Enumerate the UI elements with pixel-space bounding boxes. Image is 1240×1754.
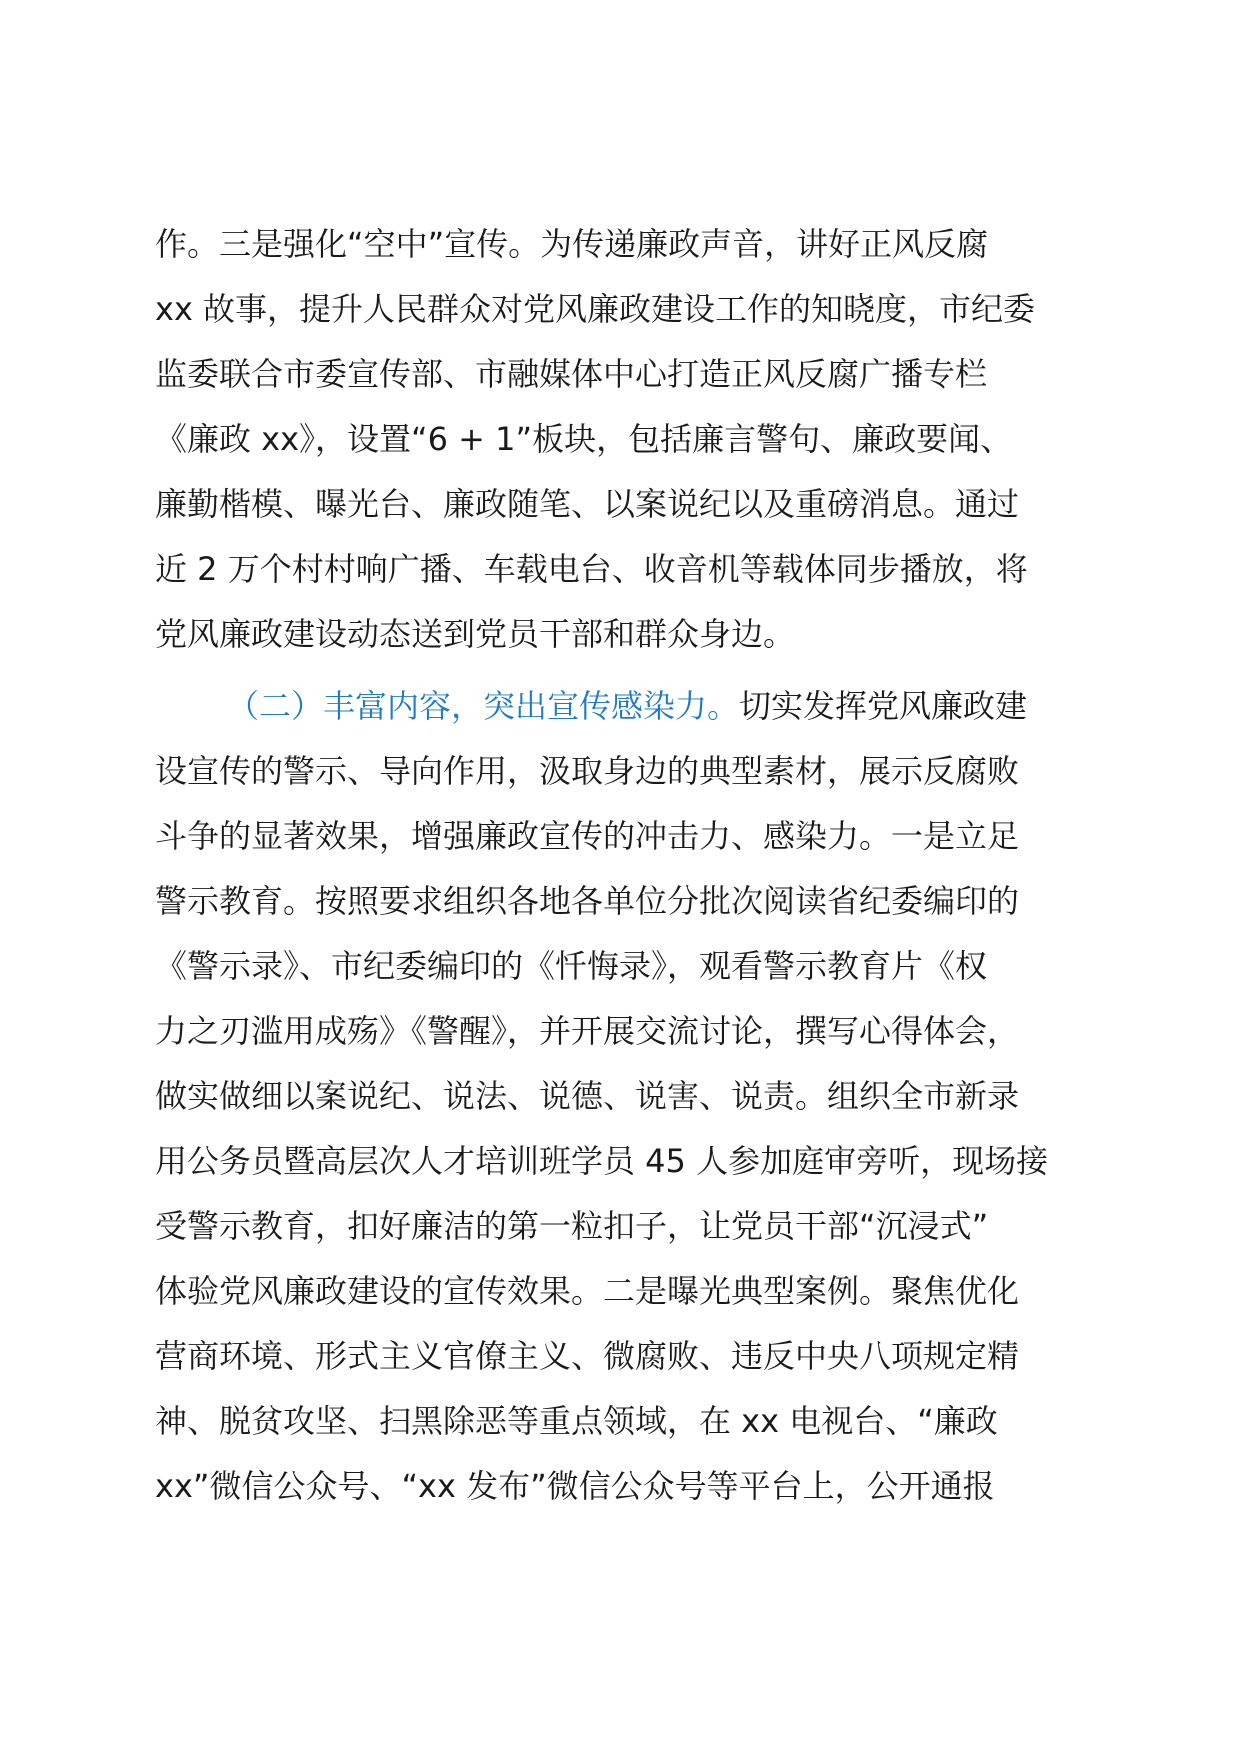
paragraph-2 (155, 674, 1095, 1519)
text-line: 营商环境、形式主义官僚主义、微腐败、违反中央八项规定精 (155, 1337, 1020, 1375)
heading-line-rest: 切实发挥党风廉政建 (739, 687, 1028, 725)
text-line: 受警示教育，扣好廉洁的第一粒扣子，让党员干部“沉浸式” (155, 1207, 989, 1245)
text-line: 《廉政 xx》，设置“6 + 1”板块，包括廉言警句、廉政要闻、 (155, 420, 1013, 458)
text-line: 设宣传的警示、导向作用，汲取身边的典型素材，展示反腐败 (155, 752, 1020, 790)
text-line: 近 2 万个村村响广播、车载电台、收音机等载体同步播放，将 (155, 550, 1028, 588)
section-heading: （二）丰富内容，突出宣传感染力。 (227, 687, 740, 725)
text-line: 作。三是强化“空中”宣传。为传递廉政声音，讲好正风反腐 (155, 225, 989, 263)
text-line: xx 故事，提升人民群众对党风廉政建设工作的知晓度，市纪委 (155, 290, 1036, 328)
text-line: xx”微信公众号、“xx 发布”微信公众号等平台上，公开通报 (155, 1467, 995, 1505)
text-line: 做实做细以案说纪、说法、说德、说害、说责。组织全市新录 (155, 1077, 1020, 1115)
text-line: 神、脱贫攻坚、扫黑除恶等重点领域，在 xx 电视台、“廉政 (155, 1402, 998, 1440)
text-line: 用公务员暨高层次人才培训班学员 45 人参加庭审旁听，现场接 (155, 1142, 1049, 1180)
text-line: 体验党风廉政建设的宣传效果。二是曝光典型案例。聚焦优化 (155, 1272, 1020, 1310)
document-body (155, 212, 1095, 1519)
text-line: 党风廉政建设动态送到党员干部和群众身边。 (155, 615, 796, 653)
paragraph-1 (155, 212, 1095, 667)
text-line: 监委联合市委宣传部、市融媒体中心打造正风反腐广播专栏 (155, 355, 988, 393)
paragraph-spacer (155, 667, 1095, 674)
text-line: 斗争的显著效果，增强廉政宣传的冲击力、感染力。一是立足 (155, 817, 1020, 855)
text-line: 警示教育。按照要求组织各地各单位分批次阅读省纪委编印的 (155, 882, 1020, 920)
text-line: 力之刃滥用成殇》《警醒》，并开展交流讨论，撰写心得体会， (155, 1012, 1020, 1050)
text-line: 廉勤楷模、曝光台、廉政随笔、以案说纪以及重磅消息。通过 (155, 485, 1020, 523)
text-line-first (155, 674, 1095, 739)
text-line: 《警示录》、市纪委编印的《忏悔录》，观看警示教育片《权 (155, 947, 988, 985)
